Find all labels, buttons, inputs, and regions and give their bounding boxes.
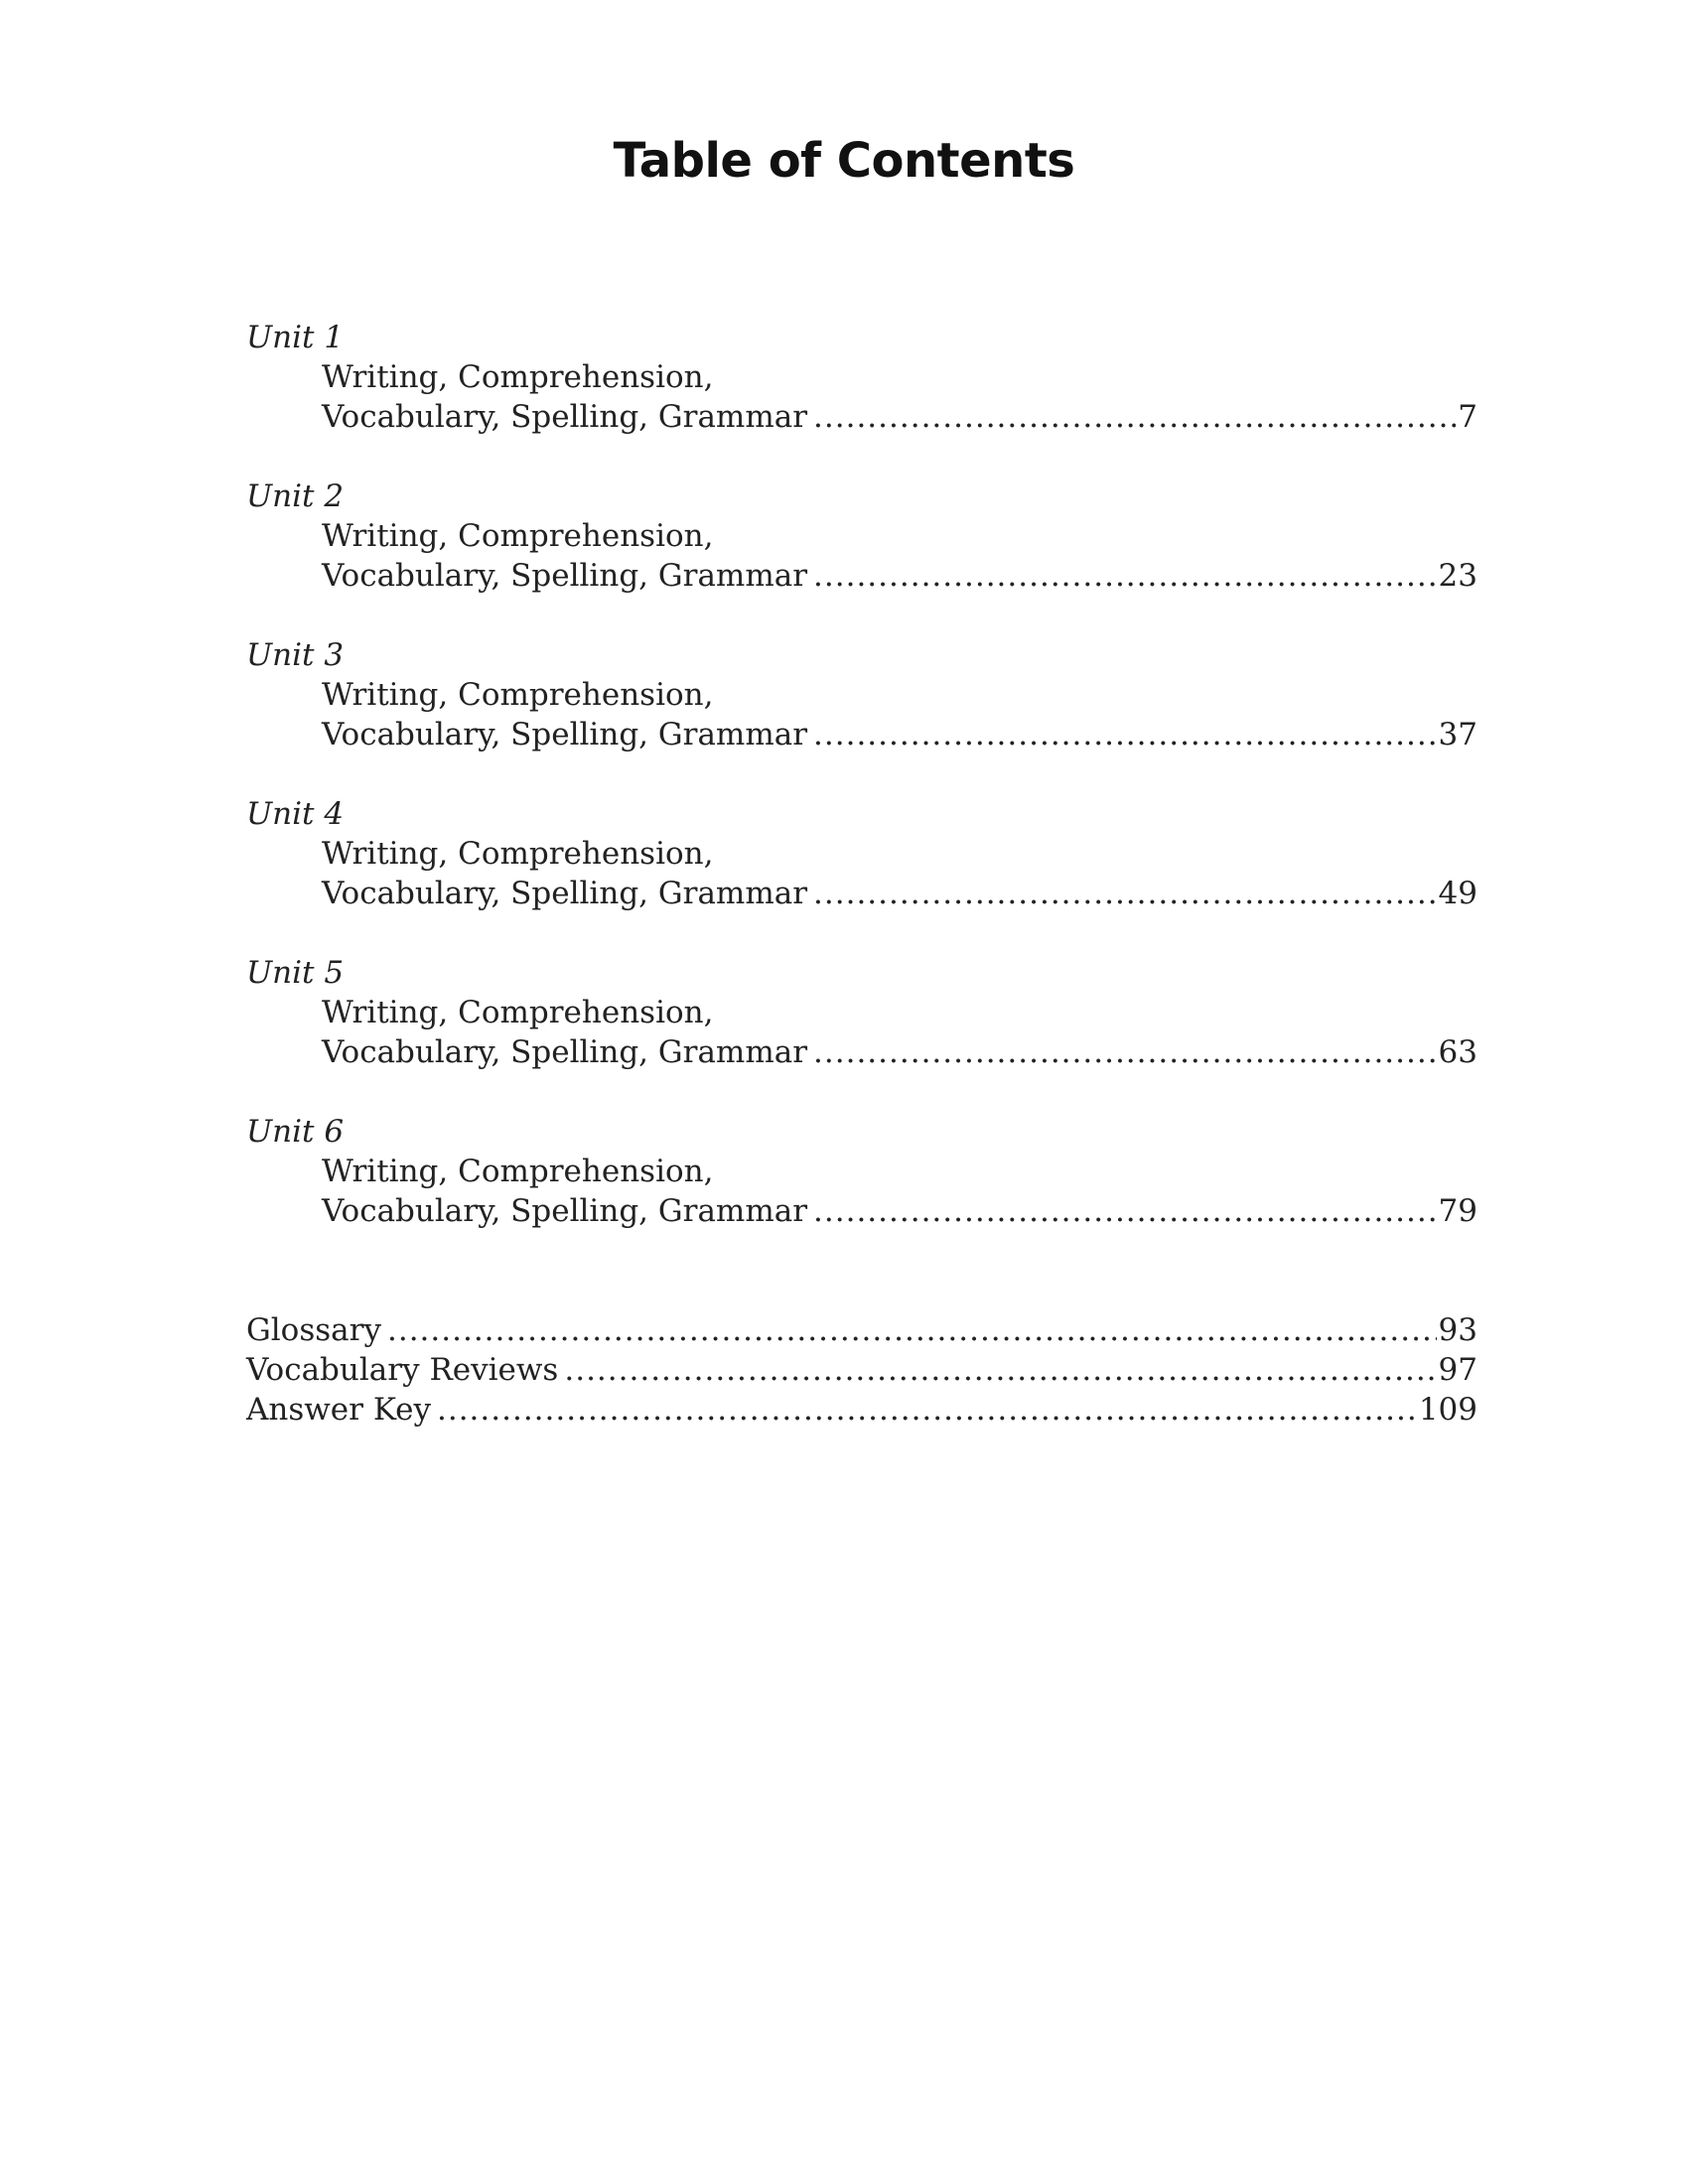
toc-entry[interactable] [246, 397, 1477, 437]
dot-leader [813, 715, 1437, 754]
entry-text: Vocabulary, Spelling, Grammar [322, 876, 808, 911]
toc-entry[interactable] [246, 874, 1477, 913]
dot-leader [813, 556, 1437, 596]
toc-unit-2 [246, 477, 1477, 635]
unit-topics-line: Writing, Comprehension, [322, 836, 714, 872]
toc-unit-1 [246, 318, 1477, 477]
page-number: 79 [1438, 1193, 1477, 1229]
toc-entry[interactable] [246, 1032, 1477, 1072]
unit-topics-line: Writing, Comprehension, [322, 359, 714, 395]
toc-unit-4 [246, 794, 1477, 953]
entry-text: Vocabulary, Spelling, Grammar [322, 1034, 808, 1070]
dot-leader [813, 874, 1437, 913]
entry-text: Glossary [246, 1312, 381, 1348]
dot-leader [437, 1390, 1417, 1430]
back-matter-list [246, 1310, 1477, 1430]
toc-entry[interactable] [246, 715, 1477, 754]
table-of-contents [246, 318, 1477, 1430]
page-number: 109 [1418, 1392, 1477, 1428]
toc-entry-glossary[interactable] [246, 1310, 1477, 1350]
unit-label: Unit 5 [246, 955, 345, 991]
unit-topics-line: Writing, Comprehension, [322, 995, 714, 1030]
unit-topics-line: Writing, Comprehension, [322, 518, 714, 554]
unit-topics-line: Writing, Comprehension, [322, 677, 714, 713]
entry-text: Vocabulary Reviews [246, 1352, 559, 1388]
unit-label: Unit 3 [246, 637, 345, 673]
entry-text: Vocabulary, Spelling, Grammar [322, 558, 808, 594]
dot-leader [387, 1310, 1437, 1350]
toc-entry[interactable] [246, 556, 1477, 596]
page-number: 23 [1438, 558, 1477, 594]
page-number: 49 [1438, 876, 1477, 911]
toc-unit-6 [246, 1112, 1477, 1271]
dot-leader [813, 1032, 1437, 1072]
page-number: 93 [1438, 1312, 1477, 1348]
unit-topics-line: Writing, Comprehension, [322, 1154, 714, 1189]
dot-leader [813, 1191, 1437, 1231]
page-number: 7 [1458, 399, 1477, 435]
page-number: 63 [1438, 1034, 1477, 1070]
entry-text: Answer Key [246, 1392, 431, 1428]
toc-entry-answer-key[interactable] [246, 1390, 1477, 1430]
unit-label: Unit 1 [246, 320, 345, 355]
page-title: Table of Contents [613, 133, 1075, 190]
entry-text: Vocabulary, Spelling, Grammar [322, 1193, 808, 1229]
toc-unit-5 [246, 953, 1477, 1112]
dot-leader [813, 397, 1456, 437]
toc-unit-3 [246, 635, 1477, 794]
page-number: 97 [1438, 1352, 1477, 1388]
unit-label: Unit 6 [246, 1114, 345, 1150]
entry-text: Vocabulary, Spelling, Grammar [322, 399, 808, 435]
toc-entry-vocabulary-reviews[interactable] [246, 1350, 1477, 1390]
page-number: 37 [1438, 717, 1477, 752]
toc-entry[interactable] [246, 1191, 1477, 1231]
unit-label: Unit 4 [246, 796, 345, 832]
entry-text: Vocabulary, Spelling, Grammar [322, 717, 808, 752]
dot-leader [564, 1350, 1436, 1390]
unit-label: Unit 2 [246, 478, 345, 514]
